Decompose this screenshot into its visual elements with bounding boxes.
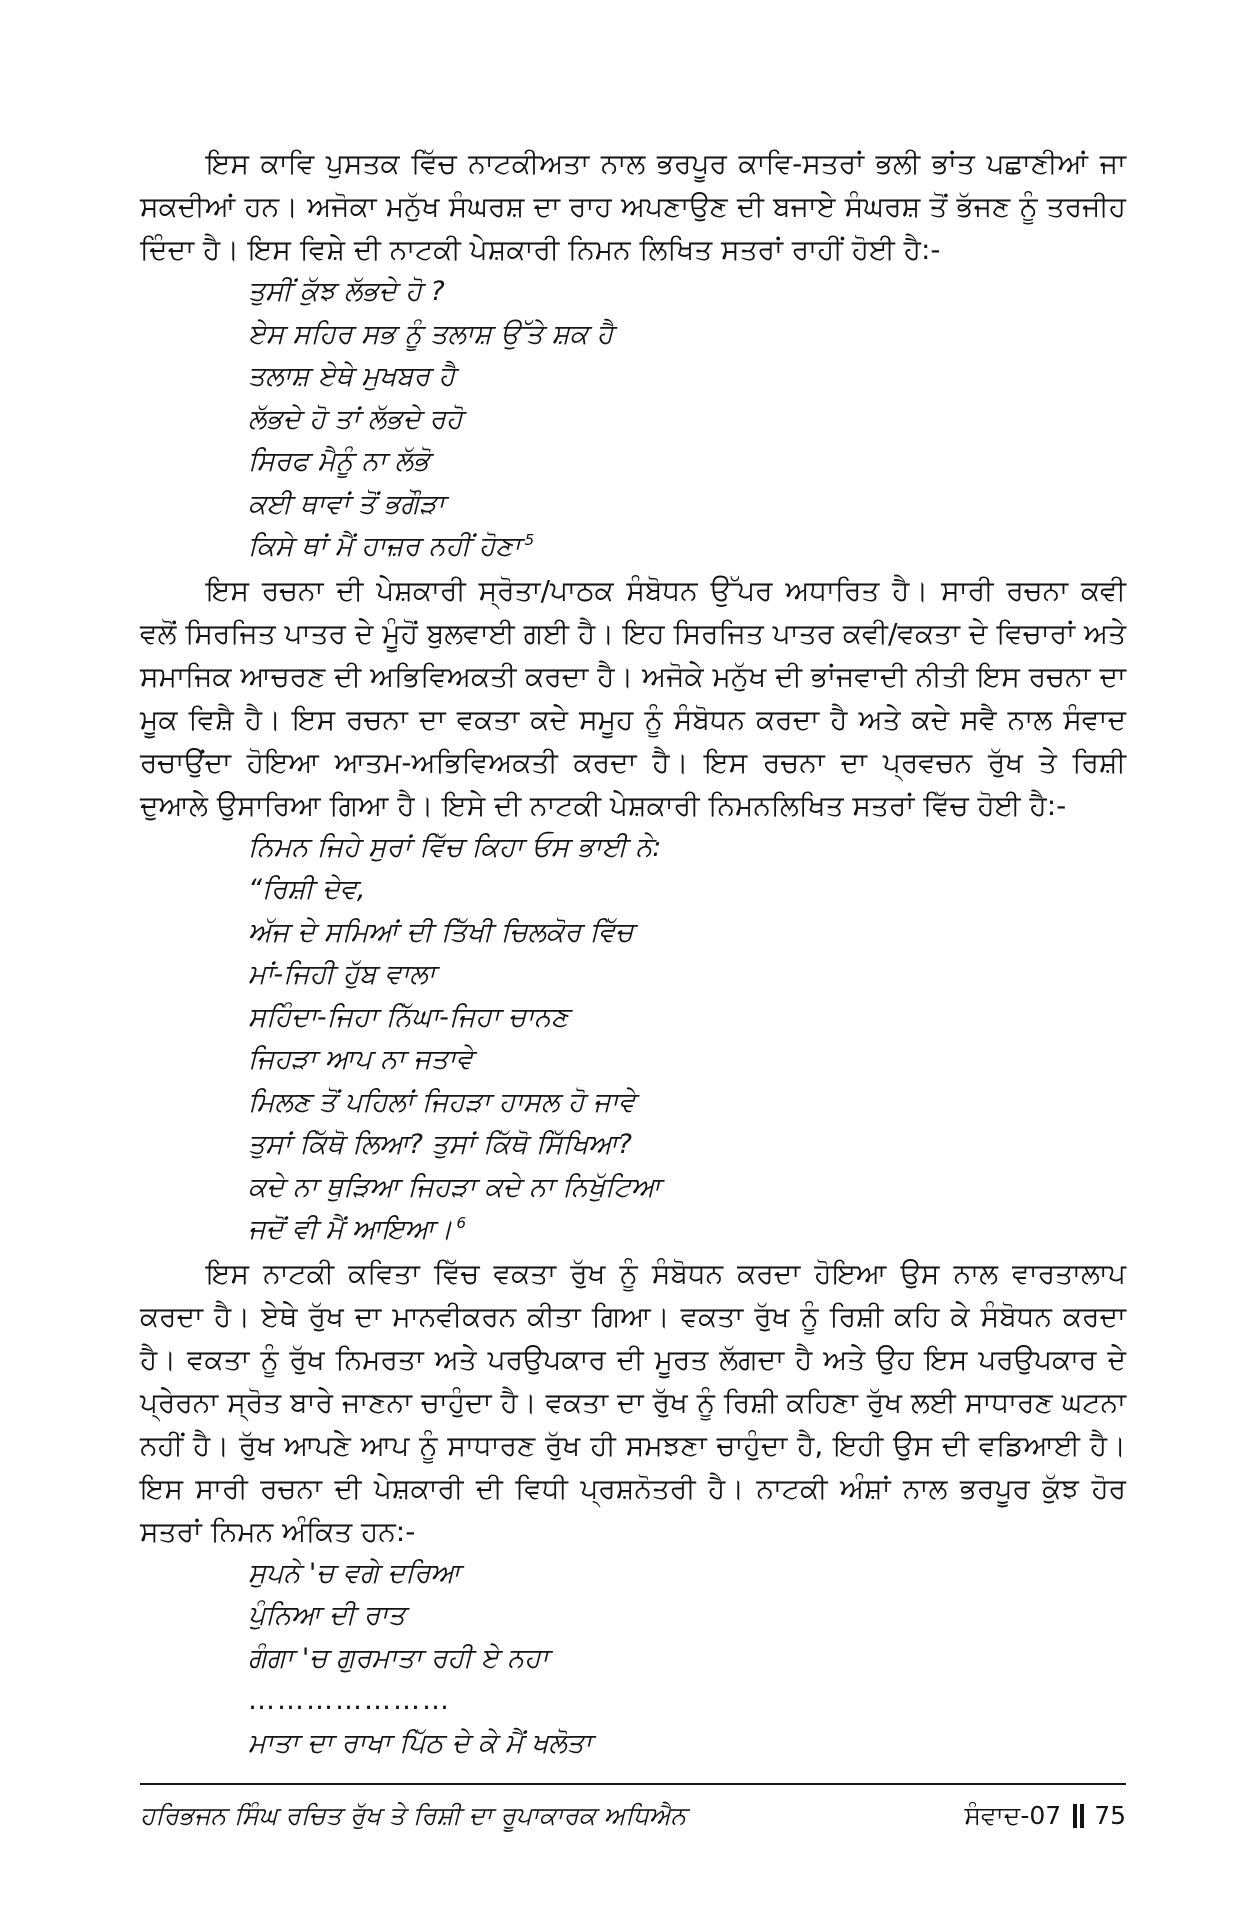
ellipsis-line: ………………… <box>248 1685 451 1716</box>
verse-2-line: ਤੁਸਾਂ ਕਿੱਥੋ ਲਿਆ? ਤੁਸਾਂ ਕਿੱਥੋ ਸਿੱਖਿਆ? <box>248 1129 633 1160</box>
verse-2-line: ਮਿਲਣ ਤੋਂ ਪਹਿਲਾਂ ਜਿਹੜਾ ਹਾਸਲ ਹੋ ਜਾਵੇ <box>248 1086 636 1118</box>
footer-folio <box>964 1799 1126 1833</box>
verse-2-line: ਸਹਿੰਦਾ-ਜਿਹਾ ਨਿੱਘਾ-ਜਿਹਾ ਚਾਨਣ <box>248 1001 569 1033</box>
verse-1-line: ਤਲਾਸ਼ ਏਥੇ ਮੁਖਬਰ ਹੈ <box>248 361 456 392</box>
verse-2-line: ਜਿਹੜਾ ਆਪ ਨਾ ਜਤਾਵੇ <box>248 1044 473 1075</box>
page-number: 75 <box>1094 1801 1126 1830</box>
bar-mark <box>1080 1804 1084 1828</box>
verse-1-line: ਤੁਸੀਂ ਕੁੱਝ ਲੱਭਦੇ ਹੋ ? <box>248 276 445 307</box>
footnote-marker-5: 5 <box>524 531 535 549</box>
verse-1-line: ਕਈ ਥਾਵਾਂ ਤੋਂ ਭਗੌੜਾ <box>248 488 445 520</box>
verse-3-line: ਗੰਗਾ 'ਚ ਗੁਰਮਾਤਾ ਰਹੀ ਏ ਨਹਾ <box>248 1642 549 1674</box>
verse-1-line: ਸਿਰਫ ਮੈਨੂੰ ਨਾ ਲੱਭੋ <box>248 446 430 477</box>
verse-block-1 <box>140 271 1126 569</box>
running-title: ਹਰਿਭਜਨ ਸਿੰਘ ਰਚਿਤ ਰੁੱਖ ਤੇ ਰਿਸ਼ੀ ਦਾ ਰੂਪਾਕਾਰਕ ਅਧਿਐਨ <box>140 1801 687 1830</box>
verse-2-line: ਨਿਮਨ ਜਿਹੇ ਸੁਰਾਂ ਵਿੱਚ ਕਿਹਾ ਓਸ ਭਾਈ ਨੇ: <box>248 831 662 863</box>
verse-1-line-last <box>248 526 1126 569</box>
separator-bars-icon <box>1073 1804 1084 1828</box>
verse-2-line-last <box>248 1209 1126 1252</box>
verse-block-3 <box>140 1553 1126 1766</box>
verse-1-line: ਏਸ ਸਹਿਰ ਸਭ ਨੂੰ ਤਲਾਸ਼ ਉੱਤੇ ਸ਼ਕ ਹੈ <box>248 318 614 350</box>
verse-2-line-text: ਜਦੋਂ ਵੀ ਮੈਂ ਆਇਆ। <box>248 1214 453 1245</box>
paragraph-3: ਇਸ ਨਾਟਕੀ ਕਵਿਤਾ ਵਿੱਚ ਵਕਤਾ ਰੁੱਖ ਨੂੰ ਸੰਬੋਧਨ ਕਰਦਾ ਹੋਇਆ ਉਸ ਨਾਲ ਵਾਰਤਾਲਾਪ ਕਰਦਾ ਹੈ। ਏਥੇ ਰੁੱਖ ਦਾ ਮਾਨਵੀਕਰਨ ਕੀਤਾ ਗਿਆ। ਵਕਤਾ ਰੁੱਖ ਨੂੰ ਰਿਸ਼ੀ ਕਹਿ ਕੇ ਸੰਬੋਧਨ ਕਰਦਾ ਹੈ। ਵਕਤਾ ਨੂੰ ਰੁੱਖ ਨਿਮਰਤਾ ਅਤੇ ਪਰਉਪਕਾਰ ਦੀ ਮੂਰਤ ਲੱਗਦਾ ਹੈ ਅਤੇ ਉਹ ਇਸ ਪਰਉਪਕਾਰ ਦੇ ਪ੍ਰੇਰਨਾ ਸ੍ਰੋਤ ਬਾਰੇ ਜਾਣਨਾ ਚਾਹੁੰਦਾ ਹੈ। ਵਕਤਾ ਦਾ ਰੁੱਖ ਨੂੰ ਰਿਸ਼ੀ ਕਹਿਣਾ ਰੁੱਖ ਲਈ ਸਾਧਾਰਣ ਘਟਨਾ ਨਹੀਂ ਹੈ। ਰੁੱਖ ਆਪਣੇ ਆਪ ਨੂੰ ਸਾਧਾਰਣ ਰੁੱਖ ਹੀ ਸਮਝਣਾ ਚਾਹੁੰਦਾ ਹੈ, ਇਹੀ ਉਸ ਦੀ ਵਡਿਆਈ ਹੈ। ਇਸ ਸਾਰੀ ਰਚਨਾ ਦੀ ਪੇਸ਼ਕਾਰੀ ਦੀ ਵਿਧੀ ਪ੍ਰਸ਼ਨੋਤਰੀ ਹੈ। ਨਾਟਕੀ ਅੰਸ਼ਾਂ ਨਾਲ ਭਰਪੂਰ ਕੁੱਝ ਹੋਰ ਸਤਰਾਂ ਨਿਮਨ ਅੰਕਿਤ ਹਨ:- <box>140 1256 1126 1548</box>
paragraph-1: ਇਸ ਕਾਵਿ ਪੁਸਤਕ ਵਿੱਚ ਨਾਟਕੀਅਤਾ ਨਾਲ ਭਰਪੂਰ ਕਾਵਿ-ਸਤਰਾਂ ਭਲੀ ਭਾਂਤ ਪਛਾਣੀਆਂ ਜਾ ਸਕਦੀਆਂ ਹਨ। ਅਜੋਕਾ ਮਨੁੱਖ ਸੰਘਰਸ਼ ਦਾ ਰਾਹ ਅਪਣਾਉਣ ਦੀ ਬਜਾਏ ਸੰਘਰਸ਼ ਤੋਂ ਭੱਜਣ ਨੂੰ ਤਰਜੀਹ ਦਿੰਦਾ ਹੈ। ਇਸ ਵਿਸ਼ੇ ਦੀ ਨਾਟਕੀ ਪੇਸ਼ਕਾਰੀ ਨਿਮਨ ਲਿਖਿਤ ਸਤਰਾਂ ਰਾਹੀਂ ਹੋਈ ਹੈ:- <box>140 147 1126 266</box>
verse-1-line: ਲੱਭਦੇ ਹੋ ਤਾਂ ਲੱਭਦੇ ਰਹੋ <box>248 403 463 435</box>
verse-1-line-text: ਕਿਸੇ ਥਾਂ ਮੈਂ ਹਾਜ਼ਰ ਨਹੀਂ ਹੋਣਾ <box>248 531 521 562</box>
verse-2-line: ਮਾਂ-ਜਿਹੀ ਹੁੱਬ ਵਾਲਾ <box>248 959 436 990</box>
verse-2-line: ਕਦੇ ਨਾ ਥੁੜਿਆ ਜਿਹੜਾ ਕਦੇ ਨਾ ਨਿਖੁੱਟਿਆ <box>248 1171 661 1203</box>
footer-rule <box>140 1783 1126 1785</box>
verse-2-line: “ਰਿਸ਼ੀ ਦੇਵ, <box>248 874 366 905</box>
body-text <box>140 142 1126 1765</box>
verse-2-line: ਅੱਜ ਦੇ ਸਮਿਆਂ ਦੀ ਤਿੱਖੀ ਚਿਲਕੋਰ ਵਿੱਚ <box>248 916 634 948</box>
verse-3-line: ਮਾਤਾ ਦਾ ਰਾਖਾ ਪਿੱਠ ਦੇ ਕੇ ਮੈਂ ਖਲੋਤਾ <box>248 1727 592 1759</box>
verse-3-line: ਪੁੰਨਿਆ ਦੀ ਰਾਤ <box>248 1600 406 1631</box>
journal-name: ਸੰਵਾਦ-07 <box>964 1801 1062 1830</box>
verse-block-2 <box>140 827 1126 1252</box>
verse-3-line: ਸੁਪਨੇ 'ਚ ਵਗੇ ਦਰਿਆ <box>248 1557 461 1589</box>
bar-mark <box>1073 1804 1077 1828</box>
paragraph-2: ਇਸ ਰਚਨਾ ਦੀ ਪੇਸ਼ਕਾਰੀ ਸ੍ਰੋਤਾ/ਪਾਠਕ ਸੰਬੋਧਨ ਉੱਪਰ ਅਧਾਰਿਤ ਹੈ। ਸਾਰੀ ਰਚਨਾ ਕਵੀ ਵਲੋਂ ਸਿਰਜਿਤ ਪਾਤਰ ਦੇ ਮੂੰਹੋਂ ਬੁਲਵਾਈ ਗਈ ਹੈ। ਇਹ ਸਿਰਜਿਤ ਪਾਤਰ ਕਵੀ/ਵਕਤਾ ਦੇ ਵਿਚਾਰਾਂ ਅਤੇ ਸਮਾਜਿਕ ਆਚਰਣ ਦੀ ਅਭਿਵਿਅਕਤੀ ਕਰਦਾ ਹੈ। ਅਜੋਕੇ ਮਨੁੱਖ ਦੀ ਭਾਂਜਵਾਦੀ ਨੀਤੀ ਇਸ ਰਚਨਾ ਦਾ ਮੂਕ ਵਿਸ਼ੈ ਹੈ। ਇਸ ਰਚਨਾ ਦਾ ਵਕਤਾ ਕਦੇ ਸਮੂਹ ਨੂੰ ਸੰਬੋਧਨ ਕਰਦਾ ਹੈ ਅਤੇ ਕਦੇ ਸਵੈ ਨਾਲ ਸੰਵਾਦ ਰਚਾਉਂਦਾ ਹੋਇਆ ਆਤਮ-ਅਭਿਵਿਅਕਤੀ ਕਰਦਾ ਹੈ। ਇਸ ਰਚਨਾ ਦਾ ਪ੍ਰਵਚਨ ਰੁੱਖ ਤੇ ਰਿਸ਼ੀ ਦੁਆਲੇ ਉਸਾਰਿਆ ਗਿਆ ਹੈ। ਇਸੇ ਦੀ ਨਾਟਕੀ ਪੇਸ਼ਕਾਰੀ ਨਿਮਨਲਿਖਿਤ ਸਤਰਾਂ ਵਿੱਚ ਹੋਈ ਹੈ:- <box>140 573 1126 822</box>
footnote-marker-6: 6 <box>456 1214 467 1232</box>
